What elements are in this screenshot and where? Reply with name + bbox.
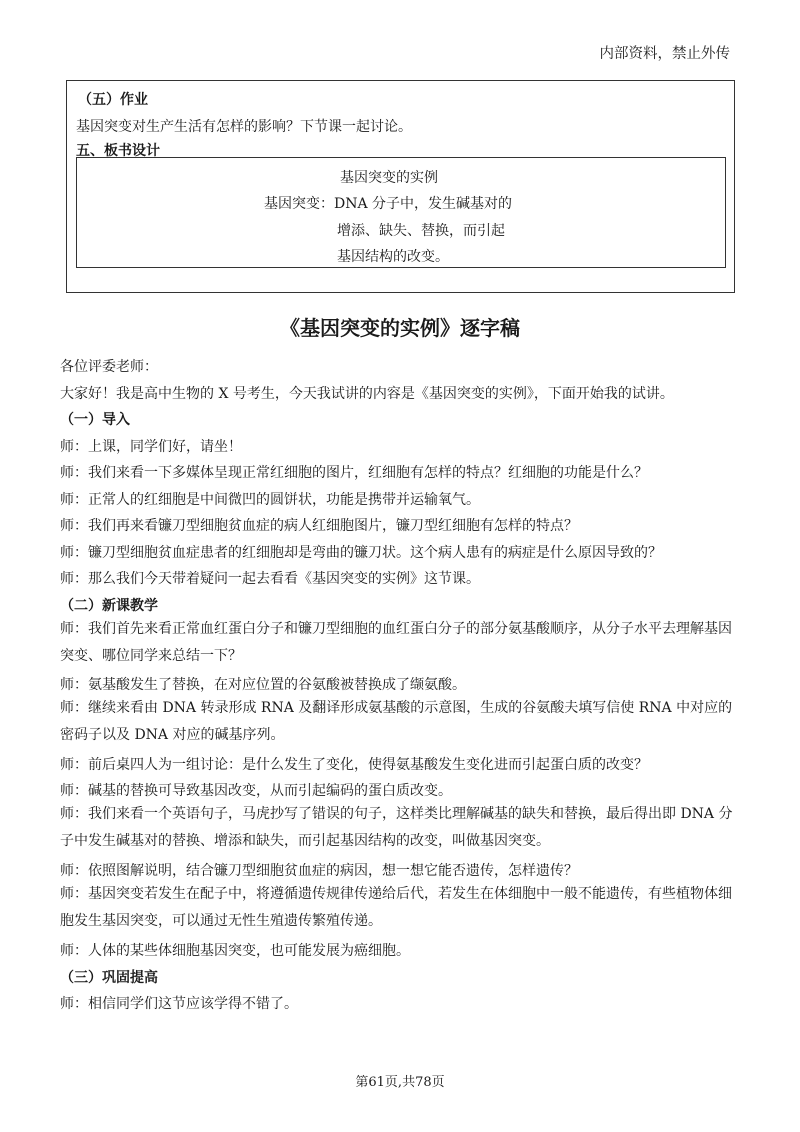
intro-paragraph: 大家好！我是高中生物的 X 号考生，今天我试讲的内容是《基因突变的实例》，下面开始我的试讲。 — [60, 386, 674, 402]
paragraph: 师：镰刀型细胞贫血症患者的红细胞却是弯曲的镰刀状。这个病人患有的病症是什么原因导致的？ — [60, 545, 662, 561]
paragraph: 师：相信同学们这节应该学得不错了。 — [60, 996, 298, 1012]
paragraph: 师：继续来看由 DNA 转录形成 RNA 及翻译形成氨基酸的示意图，生成的谷氨酸夫填写信使 RNA 中对应的密码子以及 DNA 对应的碱基序列。 — [60, 700, 733, 743]
board-line-continued: 增添、缺失、替换，而引起 — [337, 223, 505, 239]
transcript-title: 《基因突变的实例》逐字稿 — [280, 316, 520, 340]
board-line-title: 基因突变的实例 — [340, 170, 438, 186]
paragraph: 师：正常人的红细胞是中间微凹的圆饼状，功能是携带并运输氧气。 — [60, 492, 480, 508]
paragraph: 师：我们再来看镰刀型细胞贫血症的病人红细胞图片，镰刀型红细胞有怎样的特点？ — [60, 518, 578, 534]
greeting: 各位评委老师： — [60, 359, 158, 375]
board-line-definition: 基因突变：DNA 分子中，发生碱基对的 — [264, 196, 513, 212]
paragraph: 师：那么我们今天带着疑问一起去看看《基因突变的实例》这节课。 — [60, 571, 480, 587]
paragraph: 师：上课，同学们好，请坐！ — [60, 439, 242, 455]
board-heading: 五、板书设计 — [76, 143, 160, 159]
page-footer: 第61页,共78页 — [355, 1075, 445, 1090]
homework-text: 基因突变对生产生活有怎样的影响？下节课一起讨论。 — [76, 119, 412, 135]
paragraph: 师：我们来看一下多媒体呈现正常红细胞的图片，红细胞有怎样的特点？红细胞的功能是什么？ — [60, 465, 648, 481]
paragraph: 师：人体的某些体细胞基因突变，也可能发展为癌细胞。 — [60, 943, 410, 959]
paragraph: 师：前后桌四人为一组讨论：是什么发生了变化，使得氨基酸发生变化进而引起蛋白质的改变？ — [60, 757, 648, 773]
section-heading-new-lesson: （二）新课教学 — [60, 598, 158, 614]
homework-heading: （五）作业 — [78, 92, 148, 108]
paragraph: 师：氨基酸发生了替换，在对应位置的谷氨酸被替换成了缬氨酸。 — [60, 677, 466, 693]
section-heading-consolidation: （三）巩固提高 — [60, 970, 158, 986]
paragraph: 师：我们首先来看正常血红蛋白分子和镰刀型细胞的血红蛋白分子的部分氨基酸顺序，从分子水平去理解基因突变、哪位同学来总结一下？ — [60, 621, 732, 664]
paragraph: 师：我们来看一个英语句子，马虎抄写了错误的句子，这样类比理解碱基的缺失和替换，最后得出即 DNA 分子中发生碱基对的替换、增添和缺失，而引起基因结构的改变，叫做基因突变。 — [60, 806, 733, 849]
paragraph: 师：依照图解说明，结合镰刀型细胞贫血症的病因，想一想它能否遗传，怎样遗传？ — [60, 863, 578, 879]
paragraph: 师：基因突变若发生在配子中，将遵循遗传规律传递给后代，若发生在体细胞中一般不能遗传，有些植物体细胞发生基因突变，可以通过无性生殖遗传繁殖传递。 — [60, 886, 732, 929]
header-note: 内部资料，禁止外传 — [599, 46, 730, 62]
paragraph: 师：碱基的替换可导致基因改变，从而引起编码的蛋白质改变。 — [60, 783, 452, 799]
board-line-end: 基因结构的改变。 — [337, 249, 449, 265]
section-heading-intro: （一）导入 — [60, 412, 130, 428]
